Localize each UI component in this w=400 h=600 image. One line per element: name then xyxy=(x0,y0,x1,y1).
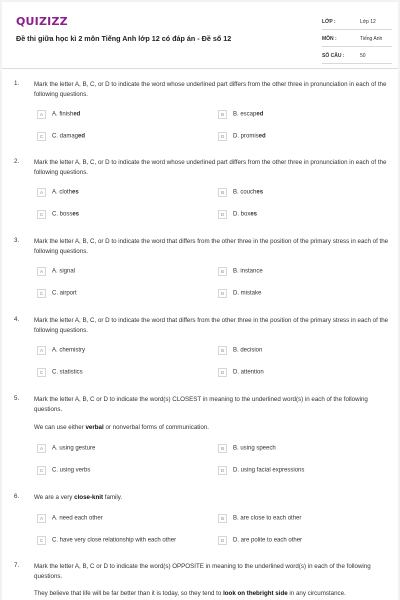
option-letter-box: B xyxy=(218,267,227,276)
option-text: A. using gesture xyxy=(52,445,96,452)
option-c[interactable] xyxy=(37,289,77,298)
option-letter-box: B xyxy=(218,188,227,197)
option-b[interactable] xyxy=(218,110,263,119)
option-d[interactable] xyxy=(218,466,304,475)
option-letter-box: C xyxy=(37,210,46,219)
sentence-text: They believe that life will be far better than it is today, so they tend to xyxy=(34,590,224,597)
question-text: Mark the letter A, B, C or D to indicate the word(s) CLOSEST in meaning to the underlined word(s) in each of the following questions. xyxy=(34,396,368,413)
question-text: Mark the letter A, B, C, or D to indicate the word whose underlined part differs from the other three in pronunciation in each of the following questions. xyxy=(34,81,387,98)
question-text: Mark the letter A, B, C, or D to indicate the word that differs from the other three in the position of the primary stress in each of the following questions. xyxy=(34,317,389,334)
worksheet-page xyxy=(2,2,398,600)
option-text: B. couch xyxy=(233,189,257,196)
question-number: 3. xyxy=(14,237,20,244)
option-text: D. attention xyxy=(233,369,264,376)
sentence-text: family. xyxy=(103,494,123,501)
option-letter-box: C xyxy=(37,289,46,298)
option-a[interactable] xyxy=(37,346,85,355)
question-number: 5. xyxy=(14,395,20,402)
option-letter-box: A xyxy=(37,188,46,197)
option-text: C. boss xyxy=(52,211,73,218)
option-text: C. damag xyxy=(52,133,79,140)
option-c[interactable] xyxy=(37,466,90,475)
option-letter-box: C xyxy=(37,466,46,475)
option-text: B. are close to each other xyxy=(233,515,302,522)
option-text: A. signal xyxy=(52,268,76,275)
meta-panel xyxy=(322,16,392,67)
option-c[interactable] xyxy=(37,210,79,219)
option-underlined-part: ed xyxy=(78,133,86,140)
option-b[interactable] xyxy=(218,346,262,355)
option-text: A. chemistry xyxy=(52,347,86,354)
question-text: Mark the letter A, B, C, or D to indicate the word that differs from the other three in the position of the primary stress in each of the following questions. xyxy=(34,238,389,255)
option-letter-box: A xyxy=(37,267,46,276)
option-c[interactable] xyxy=(37,368,83,377)
option-letter-box: C xyxy=(37,368,46,377)
option-a[interactable] xyxy=(37,267,75,276)
sentence-text: or nonverbal forms of communication. xyxy=(103,424,209,431)
option-text: A. finish xyxy=(52,111,74,118)
meta-row-count xyxy=(322,50,392,64)
option-underlined-part: es xyxy=(250,211,258,218)
meta-row-subject xyxy=(322,33,392,47)
option-letter-box: D xyxy=(218,368,227,377)
sentence-underlined-word: verbal xyxy=(85,424,104,431)
option-text: A. cloth xyxy=(52,189,73,196)
option-letter-box: B xyxy=(218,444,227,453)
page-title: Đề thi giữa học kì 2 môn Tiếng Anh lớp 12 có đáp án - Đề số 12 xyxy=(16,34,232,43)
sentence-text: We can use either xyxy=(34,424,86,431)
question-number: 4. xyxy=(14,316,20,323)
meta-label: SỐ CÂU : xyxy=(322,53,345,59)
worksheet-header xyxy=(2,2,398,66)
option-text: D. promis xyxy=(233,133,259,140)
option-c[interactable] xyxy=(37,132,85,141)
meta-value: Tiếng Anh xyxy=(360,36,383,42)
option-letter-box: B xyxy=(218,514,227,523)
meta-label: MÔN : xyxy=(322,36,337,42)
option-letter-box: A xyxy=(37,514,46,523)
option-underlined-part: es xyxy=(72,211,80,218)
option-b[interactable] xyxy=(218,267,263,276)
option-text: D. are polite to each other xyxy=(233,537,303,544)
question-number: 6. xyxy=(14,493,20,500)
option-a[interactable] xyxy=(37,514,103,523)
sentence-underlined-word: look on thebright side xyxy=(223,590,288,597)
option-letter-box: B xyxy=(218,110,227,119)
option-c[interactable] xyxy=(37,536,176,545)
option-underlined-part: es xyxy=(256,189,264,196)
question-sentence xyxy=(34,493,390,502)
option-underlined-part: ed xyxy=(258,133,266,140)
option-letter-box: D xyxy=(218,466,227,475)
option-text: A. need each other xyxy=(52,515,103,522)
meta-row-grade xyxy=(322,16,392,30)
option-letter-box: B xyxy=(218,346,227,355)
option-letter-box: A xyxy=(37,444,46,453)
option-b[interactable] xyxy=(218,188,263,197)
meta-label: LỚP : xyxy=(322,19,336,25)
option-letter-box: D xyxy=(218,289,227,298)
option-letter-box: A xyxy=(37,110,46,119)
question-sentence xyxy=(34,589,390,598)
option-text: B. escap xyxy=(233,111,257,118)
question-number: 1. xyxy=(14,80,20,87)
sentence-text: in any circumstance. xyxy=(287,590,346,597)
option-d[interactable] xyxy=(218,210,257,219)
question-text: Mark the letter A, B, C or D to indicate the word(s) OPPOSITE in meaning to the underlined word(s) in each of the following questions. xyxy=(34,563,371,580)
option-b[interactable] xyxy=(218,514,301,523)
option-text: C. airport xyxy=(52,290,77,297)
option-text: B. using speech xyxy=(233,445,276,452)
option-text: C. statistics xyxy=(52,369,83,376)
question-text: Mark the letter A, B, C, or D to indicate the word whose underlined part differs from the other three in pronunciation in each of the following questions. xyxy=(34,159,387,176)
option-d[interactable] xyxy=(218,368,264,377)
option-underlined-part: ed xyxy=(256,111,264,118)
option-underlined-part: ed xyxy=(73,111,81,118)
sentence-underlined-word: close-knit xyxy=(74,494,104,501)
option-d[interactable] xyxy=(218,289,261,298)
option-text: B. decision xyxy=(233,347,263,354)
option-letter-box: D xyxy=(218,132,227,141)
option-text: D. using facial expressions xyxy=(233,467,305,474)
option-letter-box: C xyxy=(37,132,46,141)
quizizz-logo: QUIZIZZ xyxy=(16,15,68,28)
option-d[interactable] xyxy=(218,132,266,141)
option-text: C. have very close relationship with each other xyxy=(52,537,177,544)
option-text: D. mistake xyxy=(233,290,262,297)
option-letter-box: D xyxy=(218,210,227,219)
question-number: 2. xyxy=(14,158,20,165)
header-divider xyxy=(2,68,398,69)
option-underlined-part: es xyxy=(72,189,79,196)
option-text: D. box xyxy=(233,211,251,218)
option-b[interactable] xyxy=(218,444,276,453)
option-letter-box: D xyxy=(218,536,227,545)
option-a[interactable] xyxy=(37,444,95,453)
option-letter-box: A xyxy=(37,346,46,355)
option-text: B. instance xyxy=(233,268,263,275)
sentence-text: We are a very xyxy=(34,494,75,501)
option-a[interactable] xyxy=(37,110,80,119)
meta-value: Lớp 12 xyxy=(360,19,376,25)
question-number: 7. xyxy=(14,562,20,569)
question-sentence xyxy=(34,423,390,432)
option-letter-box: C xyxy=(37,536,46,545)
option-a[interactable] xyxy=(37,188,79,197)
meta-value: 50 xyxy=(360,53,366,59)
option-d[interactable] xyxy=(218,536,302,545)
option-text: C. using verbs xyxy=(52,467,91,474)
